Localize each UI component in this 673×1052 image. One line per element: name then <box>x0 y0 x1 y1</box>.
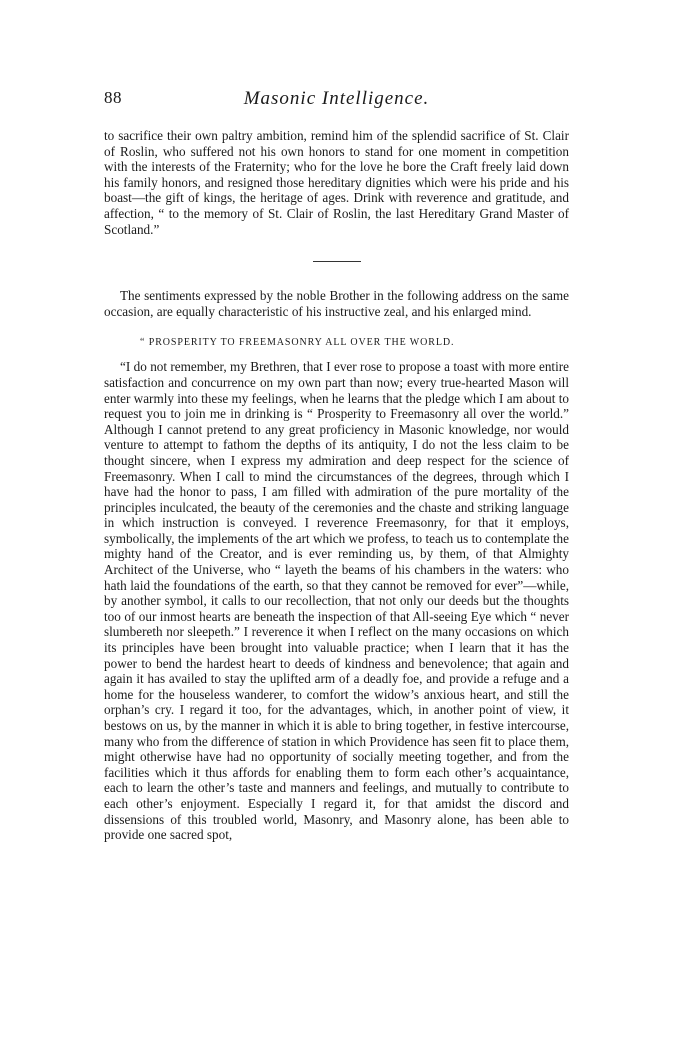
running-title: Masonic Intelligence. <box>243 88 430 109</box>
page-header <box>104 88 569 118</box>
section-divider <box>313 261 361 262</box>
paragraph-continued: to sacrifice their own paltry ambition, remind him of the splendid sacrifice of St. Clair of Roslin, who suffered not his own honors to stand for one moment in competition with the interests of the Fraternity; who for the love he bore the Craft freely laid down his family honors, and resigned those hereditary dignities which were his pride and his boast—the gift of kings, the heritage of ages. Drink with reverence and gratitude, and affection, “ to the memory of St. Clair of Roslin, the last Hereditary Grand Master of Scotland.” <box>104 128 569 237</box>
paragraph-speech: “I do not remember, my Brethren, that I ever rose to propose a toast with more entire satisfaction and concurrence on my own part than now; every true-hearted Mason will enter warmly into these my feelings, when he learns that the pledge which I am about to request you to join me in drinking is “ Prosperity to Freemasonry all over the world.” Although I cannot pretend to any great proficiency in Masonic knowledge, nor would venture to attempt to fathom the depths of its antiquity, I do not the less claim to be thought sincere, when I express my admiration and deep respect for the science of Freemasonry. When I call to mind the circumstances of the degrees, through which I have had the honor to pass, I am filled with admiration of the pure mortality of the principles inculcated, the beauty of the ceremonies and the chaste and striking language in which instruction is conveyed. I reverence Freemasonry, for that it employs, symbolically, the implements of the art which we profess, to teach us to contemplate the mighty hand of the Creator, and is ever reminding us, by them, of that Almighty Architect of the Universe, who “ layeth the beams of his chambers in the waters: who hath laid the foundations of the earth, so that they cannot be removed for ever”—while, by another symbol, it calls to our recollection, that not only our deeds but the thoughts too of our inmost hearts are beneath the inspection of that All-seeing Eye which “ never slumbereth nor sleepeth.” I reverence it when I reflect on the many occasions on which its principles have been brought into valuable practice; when I learn that it has the power to bend the hardest heart to deeds of kindness and benevolence; that again and again it has availed to stay the uplifted arm of a deadly foe, and provide a refuge and a home for the houseless wanderer, to comfort the widow’s anxious heart, and still the orphan’s cry. I regard it too, for the advantages, which, in another point of view, it bestows on us, by the manner in which it is able to bring together, in festive intercourse, many who from the difference of station in which Providence has seen fit to place them, might otherwise have had no opportunity of socially meeting together, and from the facilities which it thus affords for enabling them to form each other’s acquaintance, each to learn the other’s taste and manners and feelings, and mutually to contribute to each other’s enjoyment. Especially I regard it, for that amidst the discord and dissensions of this troubled world, Masonry, and Masonry alone, has been able to provide one sacred spot, <box>104 359 569 843</box>
page-number: 88 <box>104 88 122 107</box>
toast-heading: “ PROSPERITY TO FREEMASONRY ALL OVER THE WORLD. <box>140 337 455 349</box>
paragraph-introduction: The sentiments expressed by the noble Brother in the following address on the same occasion, are equally characteristic of his instructive zeal, and his enlarged mind. <box>104 288 569 319</box>
book-page <box>104 88 569 843</box>
